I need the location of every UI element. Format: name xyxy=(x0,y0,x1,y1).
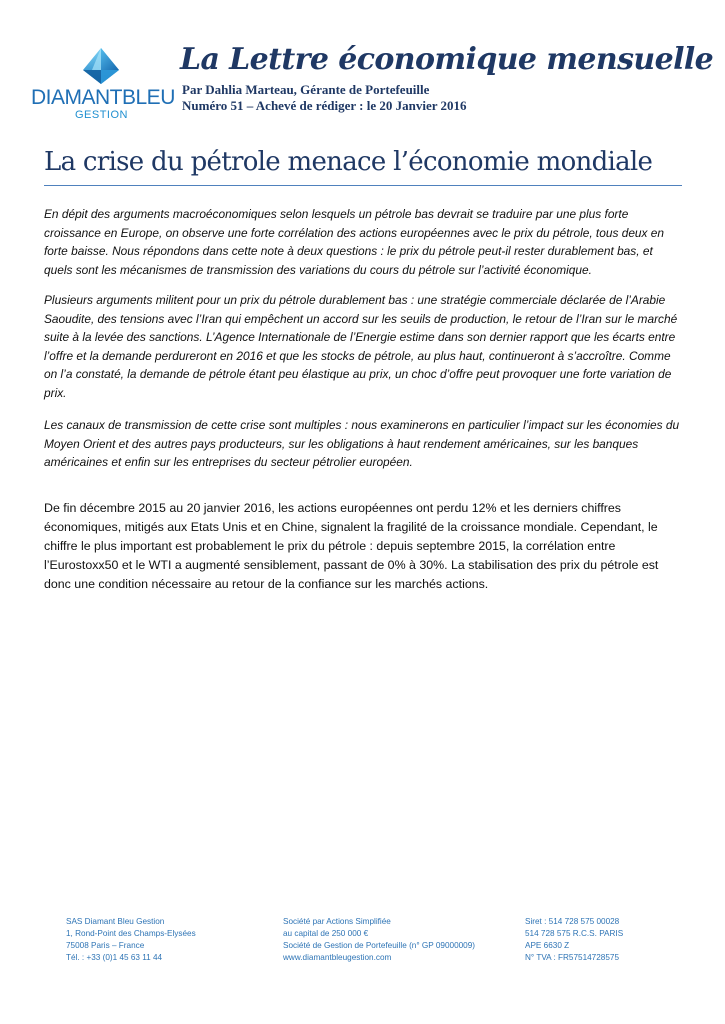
footer-legal-info xyxy=(283,916,475,964)
footer-line: Société par Actions Simplifiée xyxy=(283,917,391,926)
logo-subtitle: GESTION xyxy=(74,109,128,121)
footer-line: APE 6630 Z xyxy=(525,941,570,950)
newsletter-title: La Lettre économique mensuelle xyxy=(180,42,714,77)
footer-website-link[interactable]: www.diamantbleugestion.com xyxy=(283,953,392,962)
intro-paragraph-1: En dépit des arguments macroéconomiques selon lesquels un pétrole bas devrait se traduire par une plus forte croissance en Europe, on observe une forte corrélation des actions européennes avec le prix du pétrole, tous deux en forte baisse. Nous répondons dans cette note à deux questions : le prix du pétrole peut-il rester durablement bas, et quels sont les mécanismes de transmission des variations du cours du pétrole sur l’activité économique. xyxy=(44,207,665,277)
intro-paragraph-3: Les canaux de transmission de cette crise sont multiples : nous examinerons en particulier l’impact sur les économies du Moyen Orient et des autres pays producteurs, sur les obligations à haut rendement américaines, sur les banques américaines et enfin sur les entreprises du secteur pétrolier européen. xyxy=(44,418,680,469)
footer-line: SAS Diamant Bleu Gestion xyxy=(66,917,165,926)
footer-phone: Tél. : +33 (0)1 45 63 11 44 xyxy=(66,953,163,962)
issue-info: Numéro 51 – Achevé de rédiger : le 20 Janvier 2016 xyxy=(182,98,467,113)
footer-line: 75008 Paris – France xyxy=(66,941,145,950)
footer-line: 514 728 575 R.C.S. PARIS xyxy=(525,929,624,938)
footer-line: Siret : 514 728 575 00028 xyxy=(525,917,620,926)
body-paragraph: De fin décembre 2015 au 20 janvier 2016, les actions européennes ont perdu 12% et les derniers chiffres économiques, mitigés aux Etats Unis et en Chine, signalent la fragilité de la croissance mondiale. Cependant, le chiffre le plus important est probablement le prix du pétrole : depuis septembre 2015, la corrélation entre l’Eurostoxx50 et le WTI a augmenté sensiblement, passant de 0% à 30%. La stabilisation des prix du pétrole est donc une condition nécessaire au retour de la confiance sur les marchés actions. xyxy=(44,501,659,591)
footer-line: N° TVA : FR57514728575 xyxy=(525,953,620,962)
author-byline: Par Dahlia Marteau, Gérante de Portefeuille xyxy=(182,82,430,97)
footer-line: Société de Gestion de Portefeuille (n° GP 09000009) xyxy=(283,941,476,950)
footer-company-address xyxy=(66,916,196,964)
footer-registration xyxy=(525,916,623,964)
footer-line: au capital de 250 000 € xyxy=(283,929,369,938)
headline-divider xyxy=(44,185,682,186)
article-headline: La crise du pétrole menace l’économie mondiale xyxy=(44,147,653,177)
footer-line: 1, Rond-Point des Champs-Elysées xyxy=(66,929,196,938)
company-logo xyxy=(31,46,176,122)
logo-wordmark: DIAMANTBLEU xyxy=(31,86,175,109)
diamond-icon xyxy=(79,46,123,86)
intro-paragraph-2: Plusieurs arguments militent pour un prix du pétrole durablement bas : une stratégie commerciale déclarée de l’Arabie Saoudite, des tensions avec l’Iran qui empêchent un accord sur les seuils de production, le retour de l’Iran sur le marché suite à la levée des sanctions. L’Agence Internationale de l’Energie estime dans son dernier rapport que les écarts entre l’offre et la demande perdureront en 2016 et que les stocks de pétrole, au plus haut, continueront à s’accroître. Comme on l’a constaté, la demande de pétrole étant peu élastique au prix, un choc d’offre peut provoquer une forte variation de prix. xyxy=(44,293,678,400)
